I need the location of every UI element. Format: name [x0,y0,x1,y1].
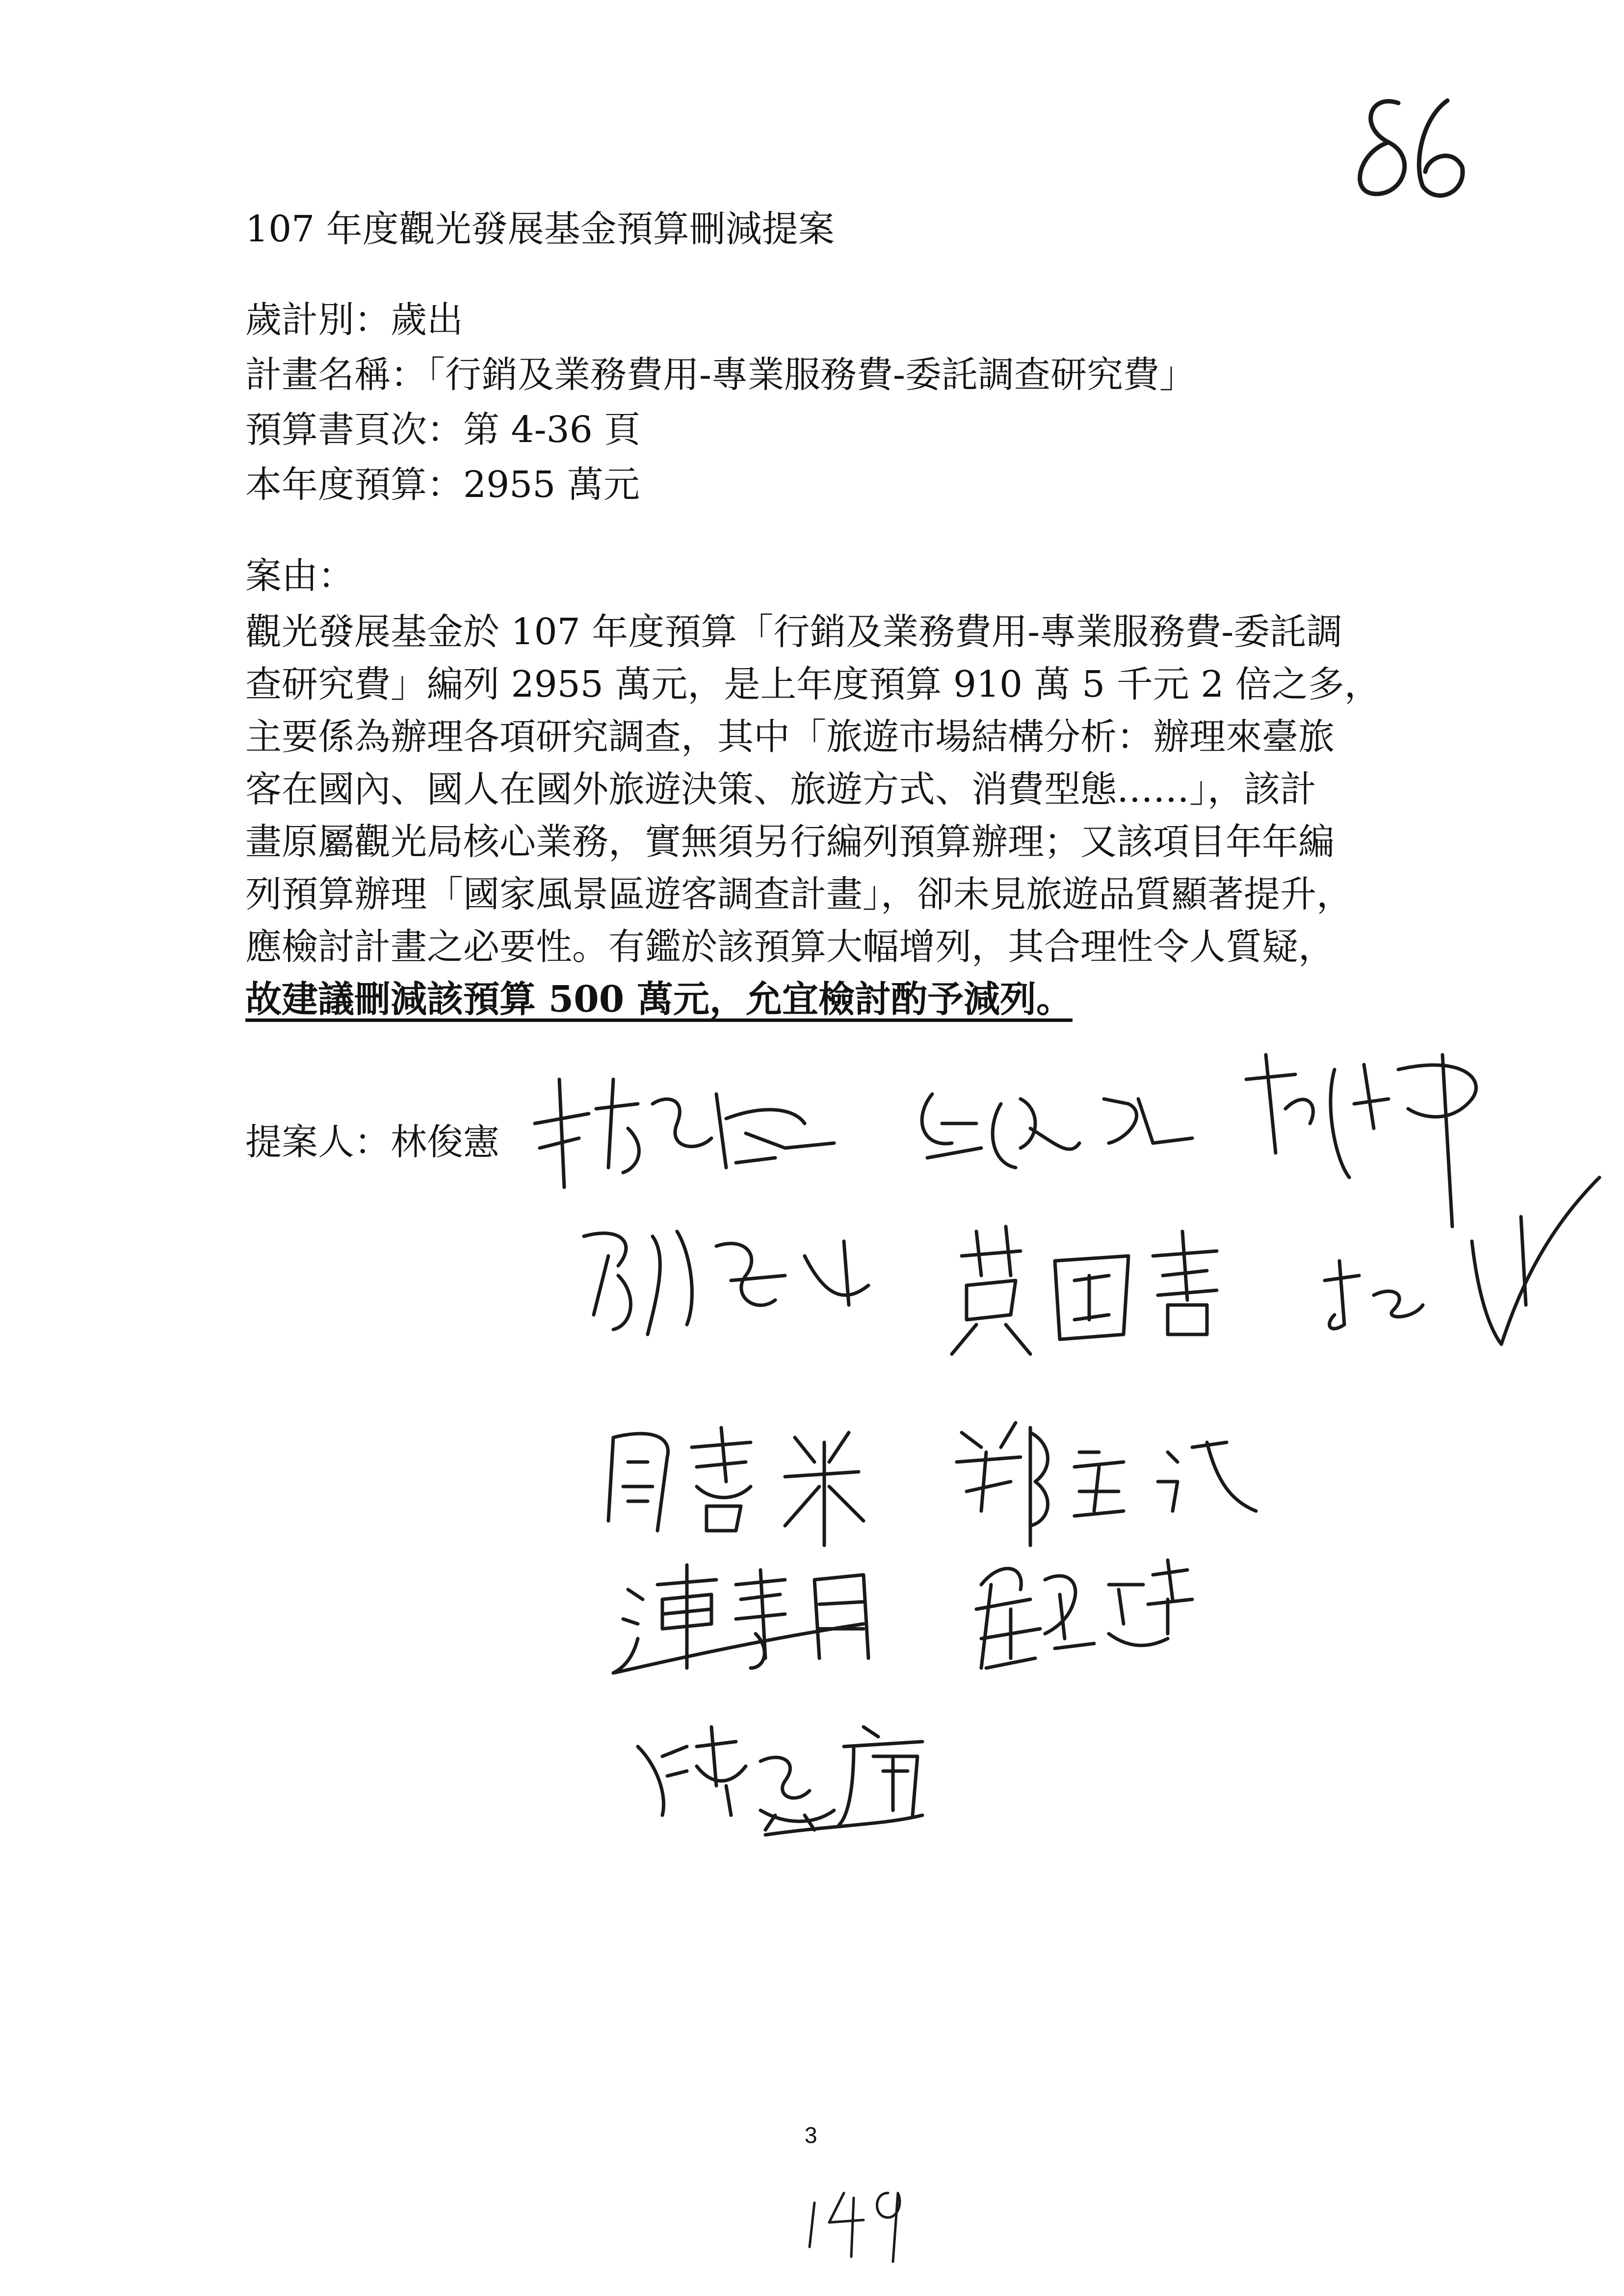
proposer-label: 提案人：林俊憲 [245,1121,499,1163]
signature [535,1079,834,1187]
field-budget-category: 歲計別：歲出 [245,299,463,341]
signature [922,1094,1192,1168]
reason-line: 畫原屬觀光局核心業務，實無須另行編列預算辦理；又該項目年年編 [245,821,1335,863]
reason-line: 列預算辦理「國家風景區遊客調查計畫」，卻未見旅遊品質顯著提升， [245,873,1353,915]
reason-line: 查研究費」編列 2955 萬元，是上年度預算 910 萬 5 千元 2 倍之多， [245,663,1381,705]
signature [608,1428,864,1545]
reason-line: 客在國內、國人在國外旅遊決策、旅遊方式、消費型態……」，該計 [245,768,1316,810]
signature [638,1727,922,1835]
handwritten-page-number-86 [1360,101,1463,196]
handwritten-number-149 [810,2193,900,2262]
reason-line: 應檢討計畫之必要性。有鑑於該預算大幅增列，其合理性令人質疑， [245,926,1335,968]
reason-line: 觀光發展基金於 107 年度預算「行銷及業務費用-專業服務費-委託調 [245,611,1343,653]
signature [584,1231,868,1334]
page-number: 3 [805,2122,817,2148]
signature [613,1565,868,1673]
signature [1246,1055,1476,1226]
signature [976,1560,1192,1668]
field-current-budget: 本年度預算：2955 萬元 [245,464,640,506]
field-plan-name: 計畫名稱：「行銷及業務費用-專業服務費-委託調查研究費」 [245,354,1196,396]
document-title: 107 年度觀光發展基金預算刪減提案 [245,208,835,250]
conclusion-line: 故建議刪減該預算 500 萬元，允宜檢討酌予減列。 [245,978,1073,1020]
field-budget-page: 預算書頁次：第 4-36 頁 [245,409,641,451]
reason-label: 案由： [245,555,354,597]
signature [1325,1177,1599,1344]
reason-line: 主要係為辦理各項研究調查，其中「旅遊市場結構分析：辦理來臺旅 [245,716,1335,758]
signature [952,1226,1217,1354]
signature [957,1423,1256,1545]
